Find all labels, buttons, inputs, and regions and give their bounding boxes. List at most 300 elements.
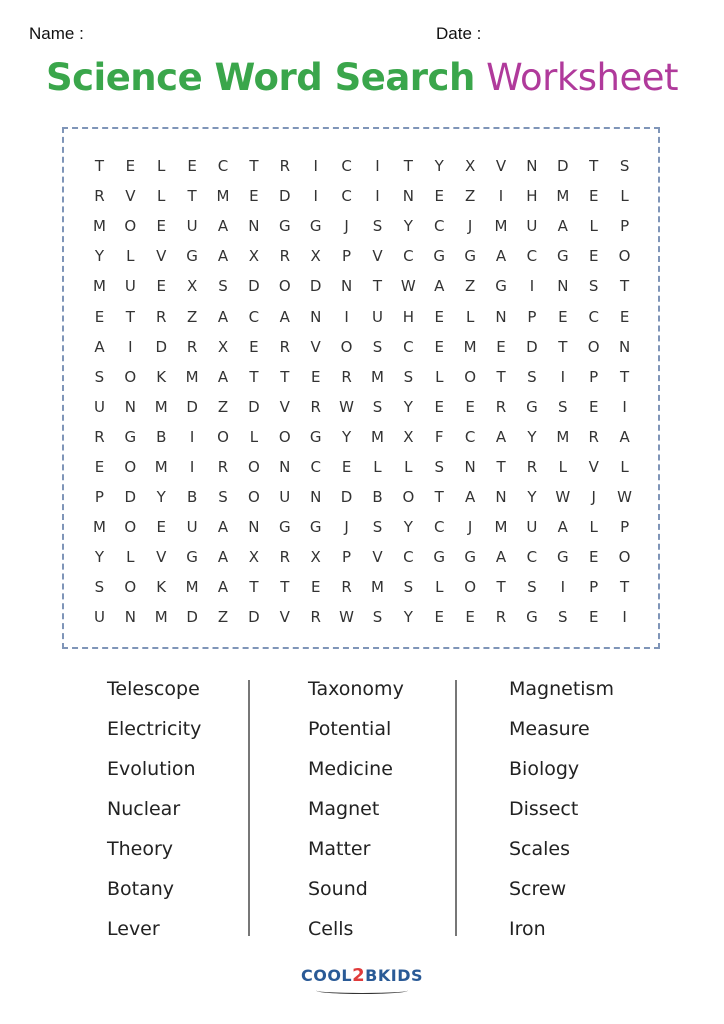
grid-letter[interactable]: U: [186, 518, 198, 537]
grid-letter[interactable]: M: [154, 457, 168, 476]
grid-letter[interactable]: H: [526, 187, 538, 206]
grid-letter[interactable]: E: [434, 337, 444, 356]
grid-letter[interactable]: A: [495, 247, 507, 266]
grid-letter[interactable]: S: [372, 397, 383, 416]
grid-letter[interactable]: A: [434, 277, 445, 296]
grid-letter[interactable]: M: [92, 217, 106, 236]
grid-letter[interactable]: X: [248, 247, 260, 266]
grid-letter[interactable]: O: [247, 488, 260, 507]
grid-letter[interactable]: X: [248, 548, 260, 567]
grid-letter[interactable]: Z: [217, 397, 229, 416]
grid-letter[interactable]: R: [495, 397, 507, 416]
grid-letter[interactable]: G: [433, 548, 446, 567]
grid-letter[interactable]: T: [249, 157, 259, 176]
grid-letter[interactable]: L: [157, 157, 166, 176]
grid-letter[interactable]: K: [156, 578, 167, 597]
grid-letter[interactable]: O: [124, 367, 137, 386]
grid-letter[interactable]: M: [556, 427, 570, 446]
grid-letter[interactable]: T: [620, 367, 630, 386]
grid-letter[interactable]: Y: [403, 397, 413, 416]
grid-letter[interactable]: T: [94, 157, 105, 176]
grid-letter[interactable]: V: [156, 548, 167, 567]
grid-letter[interactable]: U: [279, 488, 291, 507]
grid-letter[interactable]: Y: [434, 157, 444, 176]
grid-letter[interactable]: C: [341, 187, 352, 206]
grid-letter[interactable]: C: [464, 427, 476, 446]
grid-letter[interactable]: O: [124, 217, 137, 236]
grid-letter[interactable]: E: [310, 367, 321, 386]
grid-letter[interactable]: N: [124, 397, 136, 416]
grid-letter[interactable]: Z: [217, 608, 229, 627]
grid-letter[interactable]: R: [341, 578, 352, 597]
grid-letter[interactable]: T: [125, 307, 135, 326]
grid-letter[interactable]: A: [557, 518, 568, 537]
grid-letter[interactable]: G: [278, 217, 291, 236]
grid-letter[interactable]: X: [217, 337, 229, 356]
grid-letter[interactable]: O: [124, 578, 137, 597]
grid-letter[interactable]: A: [557, 217, 568, 236]
grid-letter[interactable]: U: [93, 397, 105, 416]
grid-letter[interactable]: V: [156, 247, 167, 266]
grid-letter[interactable]: A: [94, 337, 105, 356]
grid-letter[interactable]: S: [372, 337, 383, 356]
grid-letter[interactable]: G: [309, 518, 322, 537]
grid-letter[interactable]: I: [128, 337, 133, 356]
grid-letter[interactable]: R: [310, 608, 321, 627]
grid-letter[interactable]: N: [248, 518, 260, 537]
grid-letter[interactable]: V: [372, 247, 383, 266]
grid-letter[interactable]: X: [186, 277, 198, 296]
grid-letter[interactable]: J: [591, 488, 596, 507]
grid-letter[interactable]: E: [94, 307, 105, 326]
grid-letter[interactable]: M: [370, 578, 384, 597]
grid-letter[interactable]: E: [341, 457, 352, 476]
grid-letter[interactable]: M: [185, 367, 199, 386]
grid-letter[interactable]: L: [404, 457, 413, 476]
grid-letter[interactable]: N: [310, 307, 322, 326]
grid-letter[interactable]: C: [217, 157, 229, 176]
grid-letter[interactable]: G: [186, 548, 198, 567]
grid-letter[interactable]: A: [217, 367, 229, 386]
grid-letter[interactable]: G: [464, 247, 476, 266]
grid-letter[interactable]: Z: [464, 277, 476, 296]
grid-letter[interactable]: L: [620, 457, 629, 476]
grid-letter[interactable]: N: [402, 187, 414, 206]
grid-letter[interactable]: R: [495, 608, 507, 627]
grid-letter[interactable]: E: [558, 307, 568, 326]
grid-letter[interactable]: C: [588, 307, 599, 326]
grid-letter[interactable]: C: [248, 307, 260, 326]
grid-letter[interactable]: R: [279, 548, 290, 567]
grid-letter[interactable]: V: [495, 157, 507, 176]
grid-letter[interactable]: T: [280, 367, 290, 386]
grid-letter[interactable]: S: [403, 578, 414, 597]
grid-letter[interactable]: E: [156, 277, 166, 296]
grid-letter[interactable]: E: [588, 608, 599, 627]
grid-letter[interactable]: G: [124, 427, 137, 446]
grid-letter[interactable]: S: [218, 488, 228, 507]
grid-letter[interactable]: S: [434, 457, 444, 476]
grid-letter[interactable]: T: [434, 488, 444, 507]
grid-letter[interactable]: G: [464, 548, 476, 567]
grid-letter[interactable]: M: [494, 217, 508, 236]
grid-letter[interactable]: I: [313, 187, 318, 206]
grid-letter[interactable]: O: [247, 457, 260, 476]
word-list-item: Lever: [107, 918, 160, 940]
grid-letter[interactable]: S: [619, 157, 630, 176]
grid-letter[interactable]: E: [310, 578, 321, 597]
grid-letter[interactable]: T: [403, 157, 413, 176]
word-list-item: Theory: [107, 838, 174, 860]
grid-letter[interactable]: T: [280, 578, 290, 597]
grid-letter[interactable]: U: [526, 518, 538, 537]
grid-letter[interactable]: I: [529, 277, 535, 296]
grid-letter[interactable]: S: [527, 367, 537, 386]
grid-letter[interactable]: N: [340, 277, 353, 296]
grid-letter[interactable]: G: [309, 217, 322, 236]
grid-letter[interactable]: L: [589, 217, 598, 236]
grid-letter[interactable]: U: [371, 307, 383, 326]
grid-letter[interactable]: G: [526, 397, 538, 416]
grid-letter[interactable]: O: [278, 427, 291, 446]
grid-letter[interactable]: A: [217, 548, 229, 567]
grid-letter[interactable]: T: [249, 367, 259, 386]
grid-letter[interactable]: P: [342, 548, 352, 567]
grid-letter[interactable]: Y: [94, 548, 105, 567]
grid-letter[interactable]: P: [342, 247, 352, 266]
word-list-item: Matter: [308, 838, 371, 860]
grid-letter[interactable]: T: [558, 337, 568, 356]
grid-letter[interactable]: K: [156, 367, 167, 386]
grid-letter[interactable]: A: [217, 307, 229, 326]
grid-letter[interactable]: S: [527, 578, 537, 597]
grid-letter[interactable]: F: [434, 427, 444, 446]
grid-letter[interactable]: R: [217, 457, 229, 476]
grid-letter[interactable]: I: [375, 157, 380, 176]
grid-letter[interactable]: A: [495, 548, 507, 567]
grid-letter[interactable]: D: [279, 187, 291, 206]
grid-letter[interactable]: A: [217, 247, 229, 266]
grid-letter[interactable]: D: [248, 608, 260, 627]
grid-letter[interactable]: X: [403, 427, 414, 446]
grid-letter[interactable]: P: [620, 518, 630, 537]
grid-letter[interactable]: E: [156, 217, 166, 236]
grid-letter[interactable]: M: [185, 578, 199, 597]
grid-letter[interactable]: C: [434, 217, 445, 236]
grid-row: [84, 452, 640, 482]
grid-letter[interactable]: L: [249, 427, 259, 446]
grid-letter[interactable]: R: [94, 427, 105, 446]
grid-letter[interactable]: N: [618, 337, 631, 356]
grid-letter[interactable]: N: [248, 217, 260, 236]
grid-letter[interactable]: G: [556, 247, 569, 266]
grid-letter[interactable]: A: [217, 217, 229, 236]
grid-letter[interactable]: M: [494, 518, 508, 537]
grid-letter[interactable]: S: [403, 367, 414, 386]
grid-letter[interactable]: O: [587, 337, 600, 356]
grid-letter[interactable]: L: [157, 187, 166, 206]
grid-letter[interactable]: N: [495, 488, 507, 507]
grid-letter[interactable]: G: [433, 247, 446, 266]
grid-letter[interactable]: O: [124, 518, 137, 537]
grid-letter[interactable]: G: [556, 548, 569, 567]
grid-letter[interactable]: N: [124, 608, 136, 627]
grid-letter[interactable]: G: [186, 247, 198, 266]
grid-letter[interactable]: S: [94, 367, 105, 386]
word-list-item: Magnetism: [509, 678, 614, 700]
grid-letter[interactable]: I: [313, 157, 318, 176]
grid-letter[interactable]: D: [124, 488, 137, 507]
grid-letter[interactable]: W: [555, 488, 571, 507]
grid-letter[interactable]: E: [156, 518, 166, 537]
grid-letter[interactable]: U: [124, 277, 136, 296]
grid-letter[interactable]: C: [434, 518, 445, 537]
grid-letter[interactable]: E: [125, 157, 136, 176]
grid-letter[interactable]: E: [588, 247, 599, 266]
grid-letter[interactable]: Y: [403, 518, 413, 537]
grid-letter[interactable]: D: [309, 277, 322, 296]
grid-letter[interactable]: E: [465, 397, 475, 416]
grid-letter[interactable]: L: [558, 457, 567, 476]
grid-letter[interactable]: T: [620, 578, 630, 597]
grid-letter[interactable]: L: [126, 548, 135, 567]
word-list-item: Iron: [509, 918, 546, 940]
grid-letter[interactable]: Z: [186, 307, 198, 326]
grid-letter[interactable]: J: [344, 217, 349, 236]
grid-letter[interactable]: S: [372, 608, 383, 627]
grid-letter[interactable]: R: [156, 307, 167, 326]
grid-letter[interactable]: M: [463, 337, 477, 356]
grid-letter[interactable]: G: [309, 427, 322, 446]
grid-letter[interactable]: I: [344, 307, 349, 326]
grid-letter[interactable]: T: [496, 367, 506, 386]
grid-letter[interactable]: D: [186, 397, 198, 416]
grid-letter[interactable]: V: [279, 397, 290, 416]
grid-letter[interactable]: M: [154, 608, 168, 627]
grid-letter[interactable]: B: [156, 427, 167, 446]
grid-letter[interactable]: N: [495, 307, 507, 326]
grid-letter[interactable]: E: [588, 397, 599, 416]
grid-letter[interactable]: Y: [403, 217, 413, 236]
grid-letter[interactable]: Y: [341, 427, 352, 446]
grid-letter[interactable]: L: [589, 518, 598, 537]
grid-letter[interactable]: R: [341, 367, 352, 386]
grid-letter[interactable]: V: [125, 187, 136, 206]
grid-letter[interactable]: L: [126, 247, 135, 266]
grid-letter[interactable]: A: [619, 427, 630, 446]
grid-letter[interactable]: I: [189, 427, 195, 446]
grid-letter[interactable]: J: [467, 518, 473, 537]
grid-letter[interactable]: M: [92, 277, 106, 296]
grid-letter[interactable]: N: [310, 488, 322, 507]
grid-letter[interactable]: E: [434, 187, 444, 206]
grid-letter[interactable]: C: [403, 247, 414, 266]
grid-letter[interactable]: E: [619, 307, 630, 326]
grid-letter[interactable]: R: [279, 247, 290, 266]
grid-letter[interactable]: E: [249, 337, 259, 356]
grid-letter[interactable]: M: [92, 518, 106, 537]
grid-letter[interactable]: C: [403, 337, 414, 356]
grid-letter[interactable]: O: [402, 488, 415, 507]
grid-letter[interactable]: O: [464, 578, 477, 597]
grid-letter[interactable]: S: [588, 277, 599, 296]
grid-letter[interactable]: A: [217, 578, 229, 597]
grid-letter[interactable]: M: [370, 427, 384, 446]
grid-letter[interactable]: E: [187, 157, 197, 176]
grid-letter[interactable]: U: [93, 608, 105, 627]
grid-letter[interactable]: L: [435, 578, 444, 597]
grid-letter[interactable]: I: [560, 578, 566, 597]
grid-letter[interactable]: T: [589, 157, 599, 176]
grid-letter[interactable]: X: [310, 247, 321, 266]
grid-letter[interactable]: U: [186, 217, 198, 236]
grid-letter[interactable]: V: [372, 548, 383, 567]
grid-letter[interactable]: L: [620, 187, 629, 206]
grid-letter[interactable]: P: [620, 217, 630, 236]
grid-letter[interactable]: N: [557, 277, 569, 296]
grid-letter[interactable]: N: [464, 457, 476, 476]
grid-letter[interactable]: O: [464, 367, 477, 386]
grid-letter[interactable]: E: [588, 187, 599, 206]
grid-letter[interactable]: E: [434, 307, 444, 326]
grid-letter[interactable]: Y: [94, 247, 105, 266]
grid-letter[interactable]: D: [186, 608, 198, 627]
grid-letter[interactable]: C: [403, 548, 414, 567]
grid-letter[interactable]: M: [370, 367, 384, 386]
grid-letter[interactable]: G: [278, 518, 291, 537]
grid-letter[interactable]: C: [526, 548, 538, 567]
grid-letter[interactable]: P: [589, 578, 599, 597]
grid-letter[interactable]: P: [589, 367, 599, 386]
grid-letter[interactable]: S: [372, 217, 383, 236]
grid-letter[interactable]: D: [340, 488, 353, 507]
word-list-column-1: [107, 674, 201, 954]
grid-letter[interactable]: R: [94, 187, 105, 206]
grid-row: [84, 482, 640, 512]
grid-letter[interactable]: G: [495, 277, 507, 296]
grid-letter[interactable]: M: [154, 397, 168, 416]
grid-letter[interactable]: W: [339, 397, 354, 416]
grid-letter[interactable]: R: [279, 337, 290, 356]
grid-letter[interactable]: I: [375, 187, 380, 206]
grid-row: [84, 181, 640, 211]
grid-letter[interactable]: C: [526, 247, 538, 266]
grid-letter[interactable]: H: [402, 307, 414, 326]
grid-letter[interactable]: O: [618, 548, 631, 567]
grid-letter[interactable]: S: [558, 608, 568, 627]
grid-letter[interactable]: D: [155, 337, 167, 356]
grid-letter[interactable]: Z: [464, 187, 476, 206]
grid-letter[interactable]: M: [216, 187, 230, 206]
grid-letter[interactable]: A: [217, 518, 229, 537]
grid-letter[interactable]: Y: [527, 488, 537, 507]
grid-letter[interactable]: V: [588, 457, 599, 476]
grid-letter[interactable]: W: [339, 608, 354, 627]
grid-letter[interactable]: T: [372, 277, 383, 296]
grid-letter[interactable]: L: [373, 457, 382, 476]
grid-letter[interactable]: C: [310, 457, 321, 476]
grid-letter[interactable]: O: [340, 337, 353, 356]
grid-letter[interactable]: O: [618, 247, 631, 266]
grid-letter[interactable]: N: [526, 157, 538, 176]
grid-row: [84, 301, 640, 331]
grid-letter[interactable]: L: [465, 307, 475, 326]
grid-letter[interactable]: S: [372, 518, 383, 537]
grid-letter[interactable]: L: [435, 367, 444, 386]
grid-letter[interactable]: Y: [527, 427, 537, 446]
title-suffix: Worksheet: [486, 56, 679, 99]
grid-letter[interactable]: A: [465, 488, 476, 507]
grid-letter[interactable]: I: [189, 457, 195, 476]
grid-letter[interactable]: E: [94, 457, 105, 476]
grid-letter[interactable]: E: [249, 187, 259, 206]
grid-letter[interactable]: E: [465, 608, 475, 627]
grid-letter[interactable]: R: [310, 397, 321, 416]
grid-letter[interactable]: D: [248, 397, 260, 416]
grid-letter[interactable]: S: [218, 277, 228, 296]
grid-letter[interactable]: T: [496, 578, 506, 597]
grid-letter[interactable]: U: [526, 217, 538, 236]
grid-letter[interactable]: S: [94, 578, 105, 597]
grid-letter[interactable]: E: [588, 548, 599, 567]
grid-letter[interactable]: R: [186, 337, 198, 356]
grid-letter[interactable]: X: [310, 548, 321, 567]
grid-letter[interactable]: J: [344, 518, 349, 537]
grid-letter[interactable]: R: [526, 457, 538, 476]
grid-letter[interactable]: O: [124, 457, 137, 476]
grid-letter[interactable]: T: [187, 187, 197, 206]
grid-letter[interactable]: E: [496, 337, 506, 356]
grid-letter[interactable]: S: [558, 397, 568, 416]
grid-letter[interactable]: D: [526, 337, 538, 356]
grid-letter[interactable]: R: [588, 427, 599, 446]
grid-letter[interactable]: D: [557, 157, 569, 176]
grid-letter[interactable]: C: [341, 157, 352, 176]
grid-letter[interactable]: O: [278, 277, 291, 296]
grid-letter[interactable]: A: [495, 427, 507, 446]
grid-letter[interactable]: B: [186, 488, 198, 507]
grid-letter[interactable]: I: [622, 397, 627, 416]
grid-letter[interactable]: P: [527, 307, 537, 326]
grid-letter[interactable]: B: [372, 488, 383, 507]
grid-letter[interactable]: W: [617, 488, 632, 507]
grid-letter[interactable]: O: [217, 427, 229, 446]
grid-letter[interactable]: J: [467, 217, 473, 236]
grid-letter[interactable]: T: [496, 457, 506, 476]
grid-letter[interactable]: G: [526, 608, 538, 627]
grid-letter[interactable]: E: [434, 608, 444, 627]
grid-letter[interactable]: R: [279, 157, 290, 176]
grid-letter[interactable]: A: [279, 307, 290, 326]
grid-letter[interactable]: V: [310, 337, 321, 356]
grid-letter[interactable]: W: [400, 277, 416, 296]
grid-letter[interactable]: V: [279, 608, 290, 627]
grid-letter[interactable]: D: [248, 277, 260, 296]
grid-letter[interactable]: T: [249, 578, 259, 597]
grid-letter[interactable]: E: [434, 397, 444, 416]
grid-letter[interactable]: P: [94, 488, 104, 507]
grid-letter[interactable]: I: [498, 187, 504, 206]
grid-letter[interactable]: Y: [156, 488, 166, 507]
grid-letter[interactable]: Y: [403, 608, 413, 627]
grid-letter[interactable]: X: [464, 157, 476, 176]
grid-letter[interactable]: N: [279, 457, 291, 476]
grid-letter[interactable]: I: [560, 367, 566, 386]
grid-letter[interactable]: T: [620, 277, 630, 296]
word-list-item: Magnet: [308, 798, 380, 820]
grid-letter[interactable]: I: [622, 608, 627, 627]
grid-letter[interactable]: M: [556, 187, 570, 206]
